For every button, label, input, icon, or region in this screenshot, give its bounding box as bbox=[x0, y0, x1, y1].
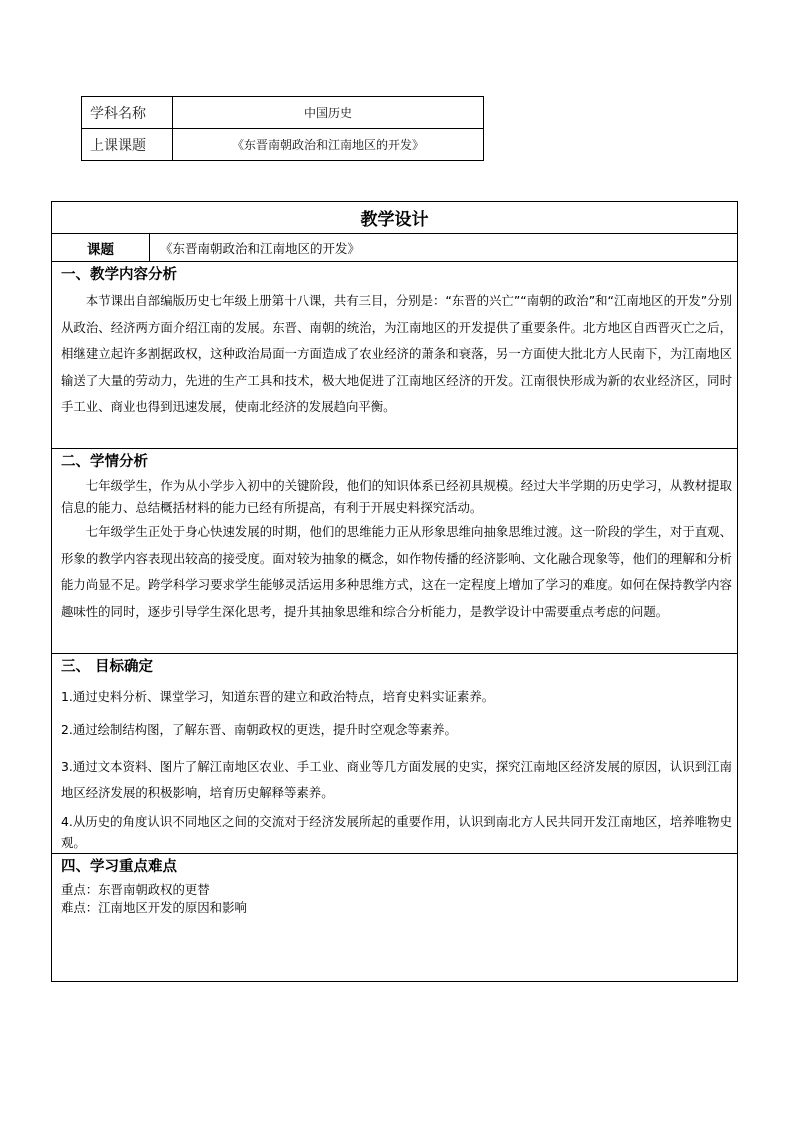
lesson-value: 《东晋南朝政治和江南地区的开发》 bbox=[173, 129, 484, 161]
goal-item-3: 3.通过文本资料、图片了解江南地区农业、手工业、商业等几方面发展的史实，探究江南地区经济发展的原因，认识到江南地区经济发展的积极影响，培育历史解释等素养。 bbox=[61, 759, 732, 800]
focus-section bbox=[52, 854, 738, 982]
student-analysis-heading: 二、学情分析 bbox=[61, 454, 148, 470]
content-analysis-paragraph: 本节课出自部编版历史七年级上册第十八课，共有三目，分别是：“东晋的兴亡”“南朝的政治”和“江南地区的开发”分别从政治、经济两方面介绍江南的发展。东晋、南朝的统治，为江南地区的开发提供了重要条件。北方地区自西晋灭亡之后，相继建立起许多割据政权，这种政治局面一方面造成了农业经济的萧条和衰落，另一方面使大批北方人民南下，为江南地区输送了大量的劳动力，先进的生产工具和技术，极大地促进了江南地区经济的开发。江南很快形成为新的农业经济区，同时手工业、商业也得到迅速发展，使南北经济的发展趋向平衡。 bbox=[61, 293, 732, 414]
student-analysis-paragraph-1: 七年级学生，作为从小学步入初中的关键阶段，他们的知识体系已经初具规模。经过大半学期的历史学习，从教材提取信息的能力、总结概括材料的能力已经有所提高，有利于开展史料探究活动。 bbox=[61, 478, 732, 515]
goals-heading: 三、 目标确定 bbox=[61, 659, 154, 675]
lesson-row bbox=[82, 129, 484, 161]
focus-heading: 四、学习重点难点 bbox=[61, 859, 177, 875]
key-point: 重点：东晋南朝政权的更替 bbox=[61, 882, 210, 897]
content-analysis-row bbox=[52, 262, 738, 449]
goal-item-4: 4.从历史的角度认识不同地区之间的交流对于经济发展所起的重要作用，认识到南北方人民共同开发江南地区，培养唯物史观。 bbox=[61, 814, 732, 850]
teaching-design-table bbox=[51, 201, 738, 982]
student-analysis-row bbox=[52, 449, 738, 654]
topic-value: 《东晋南朝政治和江南地区的开发》 bbox=[150, 234, 738, 262]
subject-value: 中国历史 bbox=[173, 97, 484, 129]
student-analysis-section bbox=[52, 449, 738, 654]
topic-row bbox=[52, 234, 738, 262]
design-title: 教学设计 bbox=[52, 202, 738, 234]
student-analysis-paragraph-2: 七年级学生正处于身心快速发展的时期，他们的思维能力正从形象思维向抽象思维过渡。这一阶段的学生，对于直观、形象的教学内容表现出较高的接受度。面对较为抽象的概念，如作物传播的经济影响、文化融合现象等，他们的理解和分析能力尚显不足。跨学科学习要求学生能够灵活运用多种思维方式，这在一定程度上增加了学习的难度。如何在保持教学内容趣味性的同时，逐步引导学生深化思考，提升其抽象思维和综合分析能力，是教学设计中需要重点考虑的问题。 bbox=[61, 524, 732, 619]
focus-row bbox=[52, 854, 738, 982]
topic-label: 课题 bbox=[52, 234, 150, 262]
info-table bbox=[81, 96, 484, 161]
difficult-point: 难点：江南地区开发的原因和影响 bbox=[61, 900, 247, 915]
subject-row bbox=[82, 97, 484, 129]
design-title-row bbox=[52, 202, 738, 234]
goals-section bbox=[52, 654, 738, 854]
goals-row bbox=[52, 654, 738, 854]
content-analysis-section bbox=[52, 262, 738, 449]
lesson-label: 上课课题 bbox=[82, 129, 173, 161]
subject-label: 学科名称 bbox=[82, 97, 173, 129]
goal-item-1: 1.通过史料分析、课堂学习，知道东晋的建立和政治特点，培育史料实证素养。 bbox=[61, 689, 495, 704]
goal-item-2: 2.通过绘制结构图，了解东晋、南朝政权的更迭，提升时空观念等素养。 bbox=[61, 722, 457, 737]
content-analysis-heading: 一、教学内容分析 bbox=[61, 267, 177, 283]
